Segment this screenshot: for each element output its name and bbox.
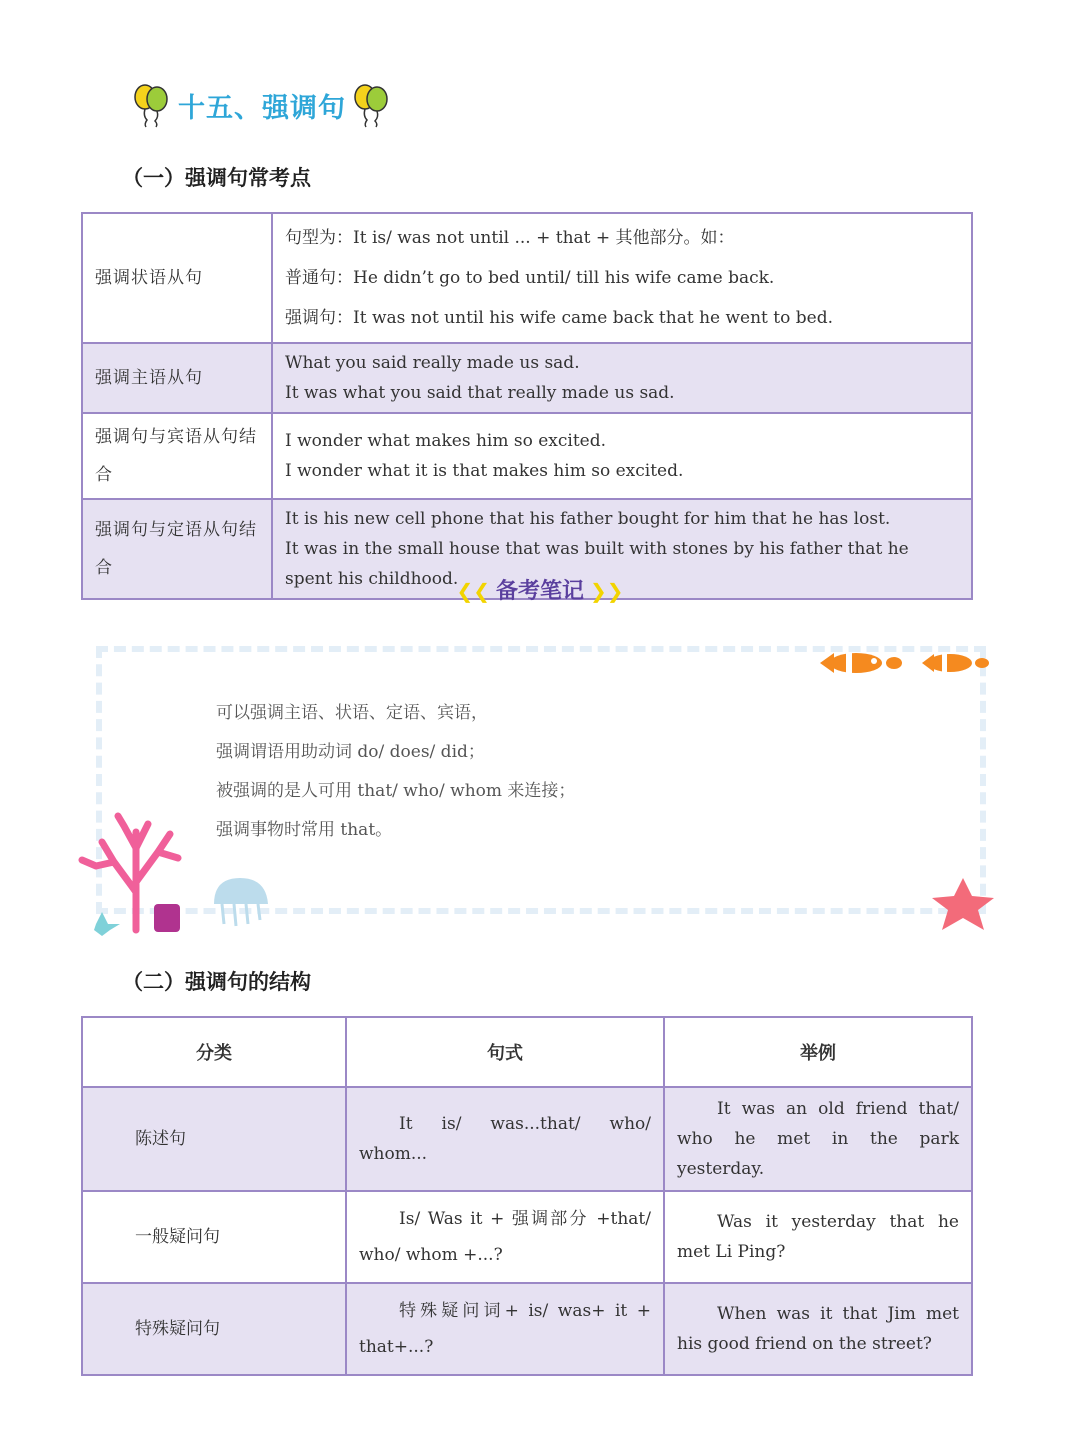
fish-icon <box>814 646 994 680</box>
content-line: It was what you said that really made us sad. <box>285 383 675 403</box>
row-category: 强调状语从句 <box>82 213 272 343</box>
row-category: 强调句与定语从句结合 <box>82 499 272 599</box>
note-line: 被强调的是人可用 that/ who/ whom 来连接； <box>216 781 576 801</box>
key-points-table <box>81 212 973 600</box>
balloon-icon <box>132 82 172 128</box>
section2-heading: （二）强调句的结构 <box>122 970 311 994</box>
table-row <box>82 1283 972 1375</box>
table-row <box>82 413 972 499</box>
page-title <box>132 80 392 130</box>
row-category: 强调句与宾语从句结合 <box>82 413 272 499</box>
left-quote-icon: ❮❮ <box>456 579 490 603</box>
row-type: 特殊疑问句 <box>82 1283 346 1375</box>
header-category: 分类 <box>82 1017 346 1087</box>
content-line: 强调句：It was not until his wife came back that he went to bed. <box>285 308 833 328</box>
row-content <box>272 343 972 413</box>
notes-list <box>216 694 575 850</box>
row-type: 陈述句 <box>82 1087 346 1191</box>
jellyfish-icon <box>208 874 278 930</box>
content-line: It was in the small house that was built with stones by his father that he spent his childhood. <box>285 539 909 589</box>
header-pattern: 句式 <box>346 1017 664 1087</box>
structure-table <box>81 1016 973 1376</box>
table-row <box>82 343 972 413</box>
content-line: 普通句：He didn’t go to bed until/ till his wife came back. <box>285 268 775 288</box>
row-example: Was it yesterday that he met Li Ping? <box>664 1191 972 1283</box>
note-line: 可以强调主语、状语、定语、宾语， <box>216 703 488 723</box>
content-line: I wonder what makes him so excited. <box>285 431 606 451</box>
row-content <box>272 213 972 343</box>
content-line: 句型为：It is/ was not until ... + that + 其他部分。如： <box>285 228 735 248</box>
section1-heading: （一）强调句常考点 <box>122 166 311 190</box>
table-row <box>82 1191 972 1283</box>
content-line: I wonder what it is that makes him so excited. <box>285 461 684 481</box>
row-type: 一般疑问句 <box>82 1191 346 1283</box>
notes-heading <box>0 574 1080 605</box>
table-row <box>82 1087 972 1191</box>
row-pattern: Is/ Was it + 强调部分 +that/ who/ whom +...? <box>346 1191 664 1283</box>
right-quote-icon: ❯❯ <box>590 579 624 603</box>
row-category: 强调主语从句 <box>82 343 272 413</box>
coral-icon <box>74 812 194 936</box>
row-pattern: It is/ was...that/ who/ whom... <box>346 1087 664 1191</box>
row-example: It was an old friend that/ who he met in the park yesterday. <box>664 1087 972 1191</box>
row-content <box>272 413 972 499</box>
row-example: When was it that Jim met his good friend on the street? <box>664 1283 972 1375</box>
table-header-row <box>82 1017 972 1087</box>
notes-title-text: 备考笔记 <box>495 579 584 604</box>
row-pattern: 特殊疑问词+ is/ was+ it + that+...? <box>346 1283 664 1375</box>
balloon-icon <box>352 82 392 128</box>
content-line: It is his new cell phone that his father bought for him that he has lost. <box>285 509 891 529</box>
note-line: 强调谓语用助动词 do/ does/ did； <box>216 742 485 762</box>
starfish-icon <box>924 874 1002 932</box>
header-example: 举例 <box>664 1017 972 1087</box>
note-line: 强调事物时常用 that。 <box>216 820 393 840</box>
content-line: What you said really made us sad. <box>285 353 580 373</box>
table-row <box>82 213 972 343</box>
title-text: 十五、强调句 <box>178 92 346 124</box>
